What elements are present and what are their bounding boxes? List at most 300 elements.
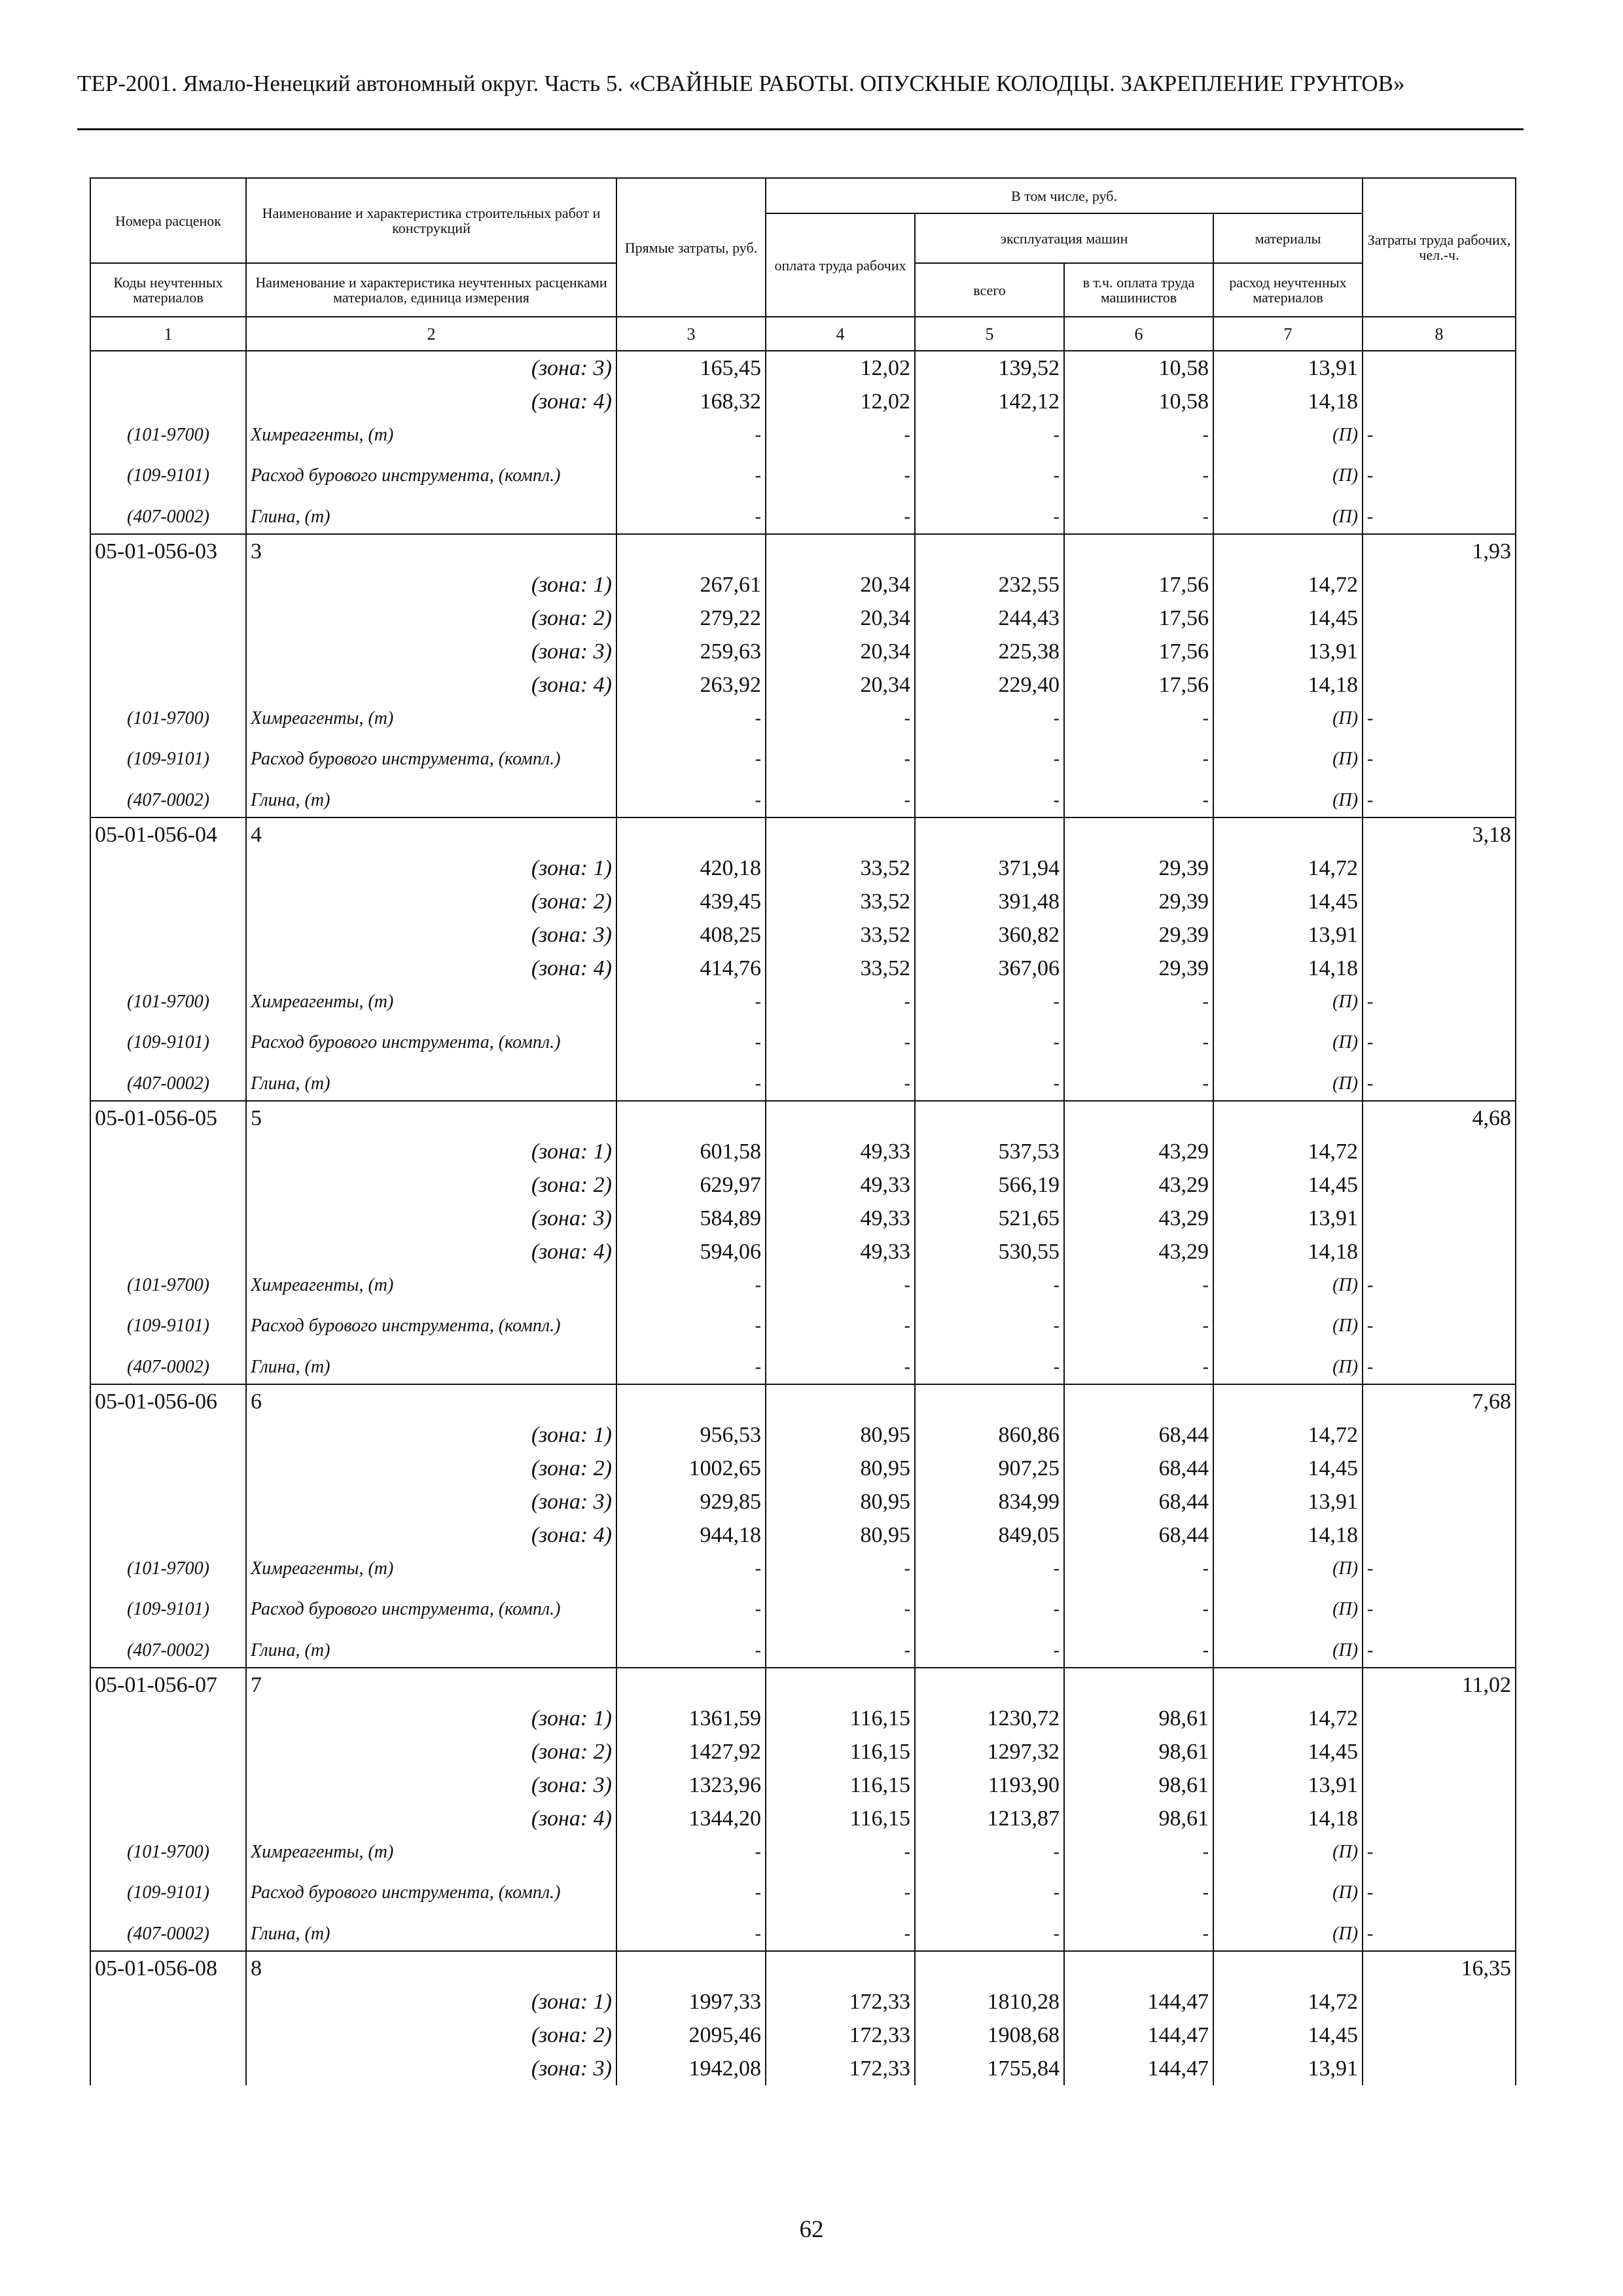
workers-pay-value: 116,15: [766, 1802, 915, 1835]
rate-row: [90, 1101, 1516, 1135]
labor-costs-value: 7,68: [1363, 1384, 1516, 1418]
empty-cell: [90, 668, 246, 702]
labor-costs-value: -: [1363, 1268, 1516, 1302]
zone-label: (зона: 4): [246, 385, 616, 418]
page-number: 62: [799, 2216, 824, 2243]
machinists-pay-value: 29,39: [1064, 918, 1213, 952]
material-code: (407-0002): [90, 1350, 246, 1384]
direct-costs-value: -: [616, 735, 766, 783]
empty-cell: [1213, 1384, 1363, 1418]
materials-value: (П): [1213, 1018, 1363, 1067]
workers-pay-value: -: [766, 1018, 915, 1067]
zone-label: (зона: 1): [246, 1135, 616, 1168]
machinists-pay-value: -: [1064, 500, 1213, 534]
machine-total-value: -: [915, 735, 1064, 783]
labor-costs-value: -: [1363, 452, 1516, 500]
empty-cell: [1064, 1101, 1213, 1135]
rate-code: 05-01-056-06: [90, 1384, 246, 1418]
labor-costs-value: -: [1363, 783, 1516, 817]
direct-costs-value: 259,63: [616, 635, 766, 668]
machinists-pay-value: -: [1064, 1869, 1213, 1917]
material-name: Глина, (т): [246, 500, 616, 534]
zone-row: [90, 1735, 1516, 1768]
empty-cell: [915, 1668, 1064, 1702]
machine-total-value: -: [915, 1917, 1064, 1951]
header-unaccounted-materials: расход неучтенных материалов: [1213, 263, 1363, 317]
machine-total-value: 139,52: [915, 351, 1064, 385]
header-materials: материалы: [1213, 213, 1363, 263]
zone-row: [90, 1702, 1516, 1735]
materials-value: 14,45: [1213, 1168, 1363, 1202]
material-code: (101-9700): [90, 1835, 246, 1869]
labor-costs-value: -: [1363, 1835, 1516, 1869]
materials-value: 13,91: [1213, 1768, 1363, 1802]
machine-total-value: 360,82: [915, 918, 1064, 952]
empty-cell: [1363, 1168, 1516, 1202]
rate-name: 5: [246, 1101, 616, 1135]
machine-total-value: -: [915, 1067, 1064, 1101]
direct-costs-value: 929,85: [616, 1485, 766, 1518]
material-code: (101-9700): [90, 418, 246, 452]
empty-cell: [766, 1668, 915, 1702]
machine-total-value: 371,94: [915, 852, 1064, 885]
materials-value: 14,45: [1213, 2018, 1363, 2052]
material-name: Расход бурового инструмента, (компл.): [246, 1302, 616, 1350]
machine-total-value: 229,40: [915, 668, 1064, 702]
labor-costs-value: -: [1363, 702, 1516, 735]
material-code: (101-9700): [90, 1552, 246, 1585]
direct-costs-value: -: [616, 702, 766, 735]
direct-costs-value: 1361,59: [616, 1702, 766, 1735]
direct-costs-value: -: [616, 1835, 766, 1869]
material-name: Химреагенты, (т): [246, 418, 616, 452]
materials-value: 13,91: [1213, 918, 1363, 952]
workers-pay-value: 80,95: [766, 1452, 915, 1485]
empty-cell: [90, 1485, 246, 1518]
zone-row: [90, 601, 1516, 635]
machinists-pay-value: -: [1064, 1917, 1213, 1951]
direct-costs-value: 1323,96: [616, 1768, 766, 1802]
material-code: (407-0002): [90, 1917, 246, 1951]
material-code: (109-9101): [90, 1302, 246, 1350]
machine-total-value: -: [915, 1634, 1064, 1668]
material-name: Химреагенты, (т): [246, 1268, 616, 1302]
machinists-pay-value: 144,47: [1064, 1985, 1213, 2018]
zone-row: [90, 1135, 1516, 1168]
labor-costs-value: 3,18: [1363, 817, 1516, 852]
empty-cell: [1363, 568, 1516, 601]
empty-cell: [90, 568, 246, 601]
empty-cell: [90, 1768, 246, 1802]
zone-row: [90, 1485, 1516, 1518]
material-name: Расход бурового инструмента, (компл.): [246, 1018, 616, 1067]
direct-costs-value: -: [616, 452, 766, 500]
workers-pay-value: -: [766, 1302, 915, 1350]
header-machinists-pay: в т.ч. оплата труда машинистов: [1064, 263, 1213, 317]
workers-pay-value: -: [766, 702, 915, 735]
machinists-pay-value: 144,47: [1064, 2018, 1213, 2052]
material-row: [90, 1067, 1516, 1101]
materials-value: (П): [1213, 1835, 1363, 1869]
direct-costs-value: 1344,20: [616, 1802, 766, 1835]
materials-value: 14,18: [1213, 1802, 1363, 1835]
direct-costs-value: 263,92: [616, 668, 766, 702]
direct-costs-value: 408,25: [616, 918, 766, 952]
material-code: (101-9700): [90, 985, 246, 1018]
workers-pay-value: 49,33: [766, 1235, 915, 1268]
material-name: Расход бурового инструмента, (компл.): [246, 452, 616, 500]
machinists-pay-value: 68,44: [1064, 1418, 1213, 1452]
zone-label: (зона: 2): [246, 1452, 616, 1485]
empty-cell: [766, 534, 915, 568]
empty-cell: [915, 1951, 1064, 1985]
empty-cell: [90, 852, 246, 885]
workers-pay-value: 20,34: [766, 635, 915, 668]
empty-cell: [1363, 1418, 1516, 1452]
workers-pay-value: -: [766, 1552, 915, 1585]
rate-code: 05-01-056-07: [90, 1668, 246, 1702]
direct-costs-value: 629,97: [616, 1168, 766, 1202]
column-number: 8: [1363, 317, 1516, 351]
materials-value: (П): [1213, 702, 1363, 735]
material-code: (109-9101): [90, 1018, 246, 1067]
zone-label: (зона: 2): [246, 885, 616, 918]
machine-total-value: -: [915, 1302, 1064, 1350]
zone-row: [90, 1418, 1516, 1452]
material-row: [90, 1302, 1516, 1350]
machine-total-value: -: [915, 783, 1064, 817]
labor-costs-value: -: [1363, 1552, 1516, 1585]
rate-code: 05-01-056-04: [90, 817, 246, 852]
material-name: Глина, (т): [246, 1634, 616, 1668]
machine-total-value: -: [915, 418, 1064, 452]
empty-cell: [1363, 668, 1516, 702]
labor-costs-value: 1,93: [1363, 534, 1516, 568]
zone-row: [90, 918, 1516, 952]
zone-label: (зона: 3): [246, 1485, 616, 1518]
machine-total-value: 1908,68: [915, 2018, 1064, 2052]
machinists-pay-value: 144,47: [1064, 2052, 1213, 2085]
machine-total-value: 834,99: [915, 1485, 1064, 1518]
empty-cell: [90, 952, 246, 985]
zone-row: [90, 1235, 1516, 1268]
labor-costs-value: -: [1363, 1634, 1516, 1668]
machinists-pay-value: -: [1064, 1552, 1213, 1585]
table-header: [90, 178, 1516, 351]
machinists-pay-value: 17,56: [1064, 601, 1213, 635]
machinists-pay-value: 98,61: [1064, 1768, 1213, 1802]
direct-costs-value: 267,61: [616, 568, 766, 601]
workers-pay-value: 33,52: [766, 952, 915, 985]
material-name: Химреагенты, (т): [246, 985, 616, 1018]
table-body: [90, 351, 1516, 2085]
machine-total-value: -: [915, 1268, 1064, 1302]
empty-cell: [616, 1668, 766, 1702]
workers-pay-value: -: [766, 1350, 915, 1384]
material-row: [90, 500, 1516, 534]
workers-pay-value: 80,95: [766, 1418, 915, 1452]
direct-costs-value: -: [616, 1552, 766, 1585]
workers-pay-value: -: [766, 735, 915, 783]
zone-label: (зона: 3): [246, 2052, 616, 2085]
machinists-pay-value: -: [1064, 1350, 1213, 1384]
machine-total-value: 1193,90: [915, 1768, 1064, 1802]
direct-costs-value: -: [616, 1268, 766, 1302]
direct-costs-value: 601,58: [616, 1135, 766, 1168]
materials-value: 14,45: [1213, 1452, 1363, 1485]
workers-pay-value: -: [766, 1634, 915, 1668]
machine-total-value: 537,53: [915, 1135, 1064, 1168]
machinists-pay-value: 29,39: [1064, 885, 1213, 918]
workers-pay-value: -: [766, 1067, 915, 1101]
empty-cell: [90, 635, 246, 668]
header-machine-operation: эксплуатация машин: [915, 213, 1213, 263]
workers-pay-value: 20,34: [766, 668, 915, 702]
empty-cell: [1363, 852, 1516, 885]
zone-label: (зона: 4): [246, 1802, 616, 1835]
empty-cell: [1363, 635, 1516, 668]
materials-value: (П): [1213, 1917, 1363, 1951]
empty-cell: [1363, 1735, 1516, 1768]
workers-pay-value: 116,15: [766, 1768, 915, 1802]
materials-value: 14,45: [1213, 1735, 1363, 1768]
machine-total-value: 1297,32: [915, 1735, 1064, 1768]
material-row: [90, 1917, 1516, 1951]
workers-pay-value: 49,33: [766, 1202, 915, 1235]
materials-value: 14,72: [1213, 1135, 1363, 1168]
machinists-pay-value: 43,29: [1064, 1135, 1213, 1168]
labor-costs-value: -: [1363, 1018, 1516, 1067]
empty-cell: [1363, 1202, 1516, 1235]
materials-value: 14,72: [1213, 852, 1363, 885]
machine-total-value: 907,25: [915, 1452, 1064, 1485]
materials-value: 14,18: [1213, 1518, 1363, 1552]
zone-row: [90, 952, 1516, 985]
material-code: (407-0002): [90, 1067, 246, 1101]
machine-total-value: -: [915, 985, 1064, 1018]
empty-cell: [1363, 1452, 1516, 1485]
rate-name: 7: [246, 1668, 616, 1702]
zone-row: [90, 668, 1516, 702]
workers-pay-value: -: [766, 1835, 915, 1869]
direct-costs-value: -: [616, 1585, 766, 1634]
empty-cell: [1064, 534, 1213, 568]
zone-label: (зона: 4): [246, 668, 616, 702]
material-row: [90, 783, 1516, 817]
empty-cell: [1363, 1518, 1516, 1552]
material-code: (101-9700): [90, 702, 246, 735]
machinists-pay-value: 29,39: [1064, 952, 1213, 985]
materials-value: (П): [1213, 1585, 1363, 1634]
zone-label: (зона: 4): [246, 1235, 616, 1268]
material-row: [90, 1835, 1516, 1869]
empty-cell: [1363, 1768, 1516, 1802]
material-row: [90, 702, 1516, 735]
material-name: Химреагенты, (т): [246, 1835, 616, 1869]
machine-total-value: 860,86: [915, 1418, 1064, 1452]
empty-cell: [1363, 601, 1516, 635]
material-row: [90, 1268, 1516, 1302]
empty-cell: [1363, 885, 1516, 918]
materials-value: (П): [1213, 783, 1363, 817]
zone-row: [90, 1518, 1516, 1552]
machine-total-value: -: [915, 500, 1064, 534]
machine-total-value: 244,43: [915, 601, 1064, 635]
machine-total-value: -: [915, 1585, 1064, 1634]
empty-cell: [1363, 1802, 1516, 1835]
material-name: Глина, (т): [246, 1067, 616, 1101]
machinists-pay-value: -: [1064, 418, 1213, 452]
machine-total-value: -: [915, 1350, 1064, 1384]
material-code: (407-0002): [90, 1634, 246, 1668]
empty-cell: [1363, 918, 1516, 952]
workers-pay-value: -: [766, 452, 915, 500]
direct-costs-value: 594,06: [616, 1235, 766, 1268]
direct-costs-value: 414,76: [616, 952, 766, 985]
empty-cell: [616, 1101, 766, 1135]
materials-value: (П): [1213, 1302, 1363, 1350]
empty-cell: [1213, 1101, 1363, 1135]
header-direct-costs: Прямые затраты, руб.: [616, 178, 766, 317]
zone-label: (зона: 1): [246, 568, 616, 601]
materials-value: 14,45: [1213, 601, 1363, 635]
column-number-row: [90, 317, 1516, 351]
rate-name: 6: [246, 1384, 616, 1418]
labor-costs-value: -: [1363, 1350, 1516, 1384]
materials-value: 13,91: [1213, 1485, 1363, 1518]
header-material-codes: Коды неучтенных материалов: [90, 263, 246, 317]
machine-total-value: 530,55: [915, 1235, 1064, 1268]
rate-row: [90, 1668, 1516, 1702]
direct-costs-value: -: [616, 1302, 766, 1350]
zone-row: [90, 1452, 1516, 1485]
empty-cell: [1213, 534, 1363, 568]
materials-value: 14,18: [1213, 1235, 1363, 1268]
machine-total-value: 521,65: [915, 1202, 1064, 1235]
zone-label: (зона: 2): [246, 2018, 616, 2052]
material-code: (407-0002): [90, 783, 246, 817]
workers-pay-value: 172,33: [766, 2052, 915, 2085]
empty-cell: [90, 1802, 246, 1835]
material-row: [90, 418, 1516, 452]
machinists-pay-value: 98,61: [1064, 1702, 1213, 1735]
labor-costs-value: -: [1363, 735, 1516, 783]
empty-cell: [90, 1518, 246, 1552]
empty-cell: [90, 1452, 246, 1485]
workers-pay-value: -: [766, 500, 915, 534]
materials-value: 14,72: [1213, 1418, 1363, 1452]
material-name: Расход бурового инструмента, (компл.): [246, 1585, 616, 1634]
materials-value: 14,18: [1213, 668, 1363, 702]
column-number: 7: [1213, 317, 1363, 351]
header-total: всего: [915, 263, 1064, 317]
material-code: (101-9700): [90, 1268, 246, 1302]
empty-cell: [90, 2018, 246, 2052]
machinists-pay-value: -: [1064, 1302, 1213, 1350]
materials-value: (П): [1213, 418, 1363, 452]
materials-value: 14,72: [1213, 1985, 1363, 2018]
workers-pay-value: -: [766, 1268, 915, 1302]
rate-name: 3: [246, 534, 616, 568]
material-row: [90, 1869, 1516, 1917]
empty-cell: [1064, 1951, 1213, 1985]
zone-row: [90, 2052, 1516, 2085]
empty-cell: [90, 601, 246, 635]
page-header-title: ТЕР-2001. Ямало-Ненецкий автономный округ. Часть 5. «СВАЙНЫЕ РАБОТЫ. ОПУСКНЫЕ КОЛОДЦЫ. ЗАКРЕПЛЕНИЕ ГРУНТОВ»: [77, 71, 1405, 96]
workers-pay-value: 80,95: [766, 1518, 915, 1552]
machine-total-value: -: [915, 1869, 1064, 1917]
empty-cell: [90, 885, 246, 918]
material-name: Химреагенты, (т): [246, 1552, 616, 1585]
header-work-name: Наименование и характеристика строительных работ и конструкций: [246, 178, 616, 263]
materials-value: (П): [1213, 1350, 1363, 1384]
empty-cell: [1363, 2052, 1516, 2085]
materials-value: (П): [1213, 452, 1363, 500]
material-row: [90, 1585, 1516, 1634]
machinists-pay-value: 43,29: [1064, 1235, 1213, 1268]
machine-total-value: 367,06: [915, 952, 1064, 985]
materials-value: 13,91: [1213, 1202, 1363, 1235]
workers-pay-value: -: [766, 418, 915, 452]
labor-costs-value: -: [1363, 1917, 1516, 1951]
zone-label: (зона: 2): [246, 1168, 616, 1202]
column-number: 3: [616, 317, 766, 351]
workers-pay-value: 116,15: [766, 1702, 915, 1735]
machinists-pay-value: -: [1064, 1835, 1213, 1869]
machinists-pay-value: -: [1064, 1268, 1213, 1302]
machine-total-value: 849,05: [915, 1518, 1064, 1552]
direct-costs-value: -: [616, 1067, 766, 1101]
machine-total-value: -: [915, 1018, 1064, 1067]
direct-costs-value: 168,32: [616, 385, 766, 418]
machinists-pay-value: 17,56: [1064, 668, 1213, 702]
direct-costs-value: 2095,46: [616, 2018, 766, 2052]
empty-cell: [915, 1101, 1064, 1135]
workers-pay-value: -: [766, 783, 915, 817]
direct-costs-value: -: [616, 500, 766, 534]
machine-total-value: -: [915, 1835, 1064, 1869]
rate-code: 05-01-056-08: [90, 1951, 246, 1985]
zone-label: (зона: 3): [246, 1768, 616, 1802]
workers-pay-value: 20,34: [766, 601, 915, 635]
direct-costs-value: 165,45: [616, 351, 766, 385]
zone-label: (зона: 4): [246, 952, 616, 985]
machinists-pay-value: -: [1064, 1585, 1213, 1634]
empty-cell: [616, 1951, 766, 1985]
material-name: Глина, (т): [246, 783, 616, 817]
material-row: [90, 1350, 1516, 1384]
machine-total-value: -: [915, 702, 1064, 735]
empty-cell: [90, 1235, 246, 1268]
direct-costs-value: 420,18: [616, 852, 766, 885]
zone-label: (зона: 3): [246, 635, 616, 668]
machine-total-value: 391,48: [915, 885, 1064, 918]
direct-costs-value: -: [616, 1869, 766, 1917]
machine-total-value: 232,55: [915, 568, 1064, 601]
labor-costs-value: -: [1363, 500, 1516, 534]
material-code: (407-0002): [90, 500, 246, 534]
workers-pay-value: 12,02: [766, 385, 915, 418]
materials-value: 13,91: [1213, 351, 1363, 385]
column-number: 2: [246, 317, 616, 351]
zone-row: [90, 1768, 1516, 1802]
direct-costs-value: -: [616, 985, 766, 1018]
rate-code: 05-01-056-05: [90, 1101, 246, 1135]
labor-costs-value: -: [1363, 1585, 1516, 1634]
machinists-pay-value: -: [1064, 702, 1213, 735]
zone-label: (зона: 3): [246, 918, 616, 952]
zone-label: (зона: 1): [246, 1702, 616, 1735]
